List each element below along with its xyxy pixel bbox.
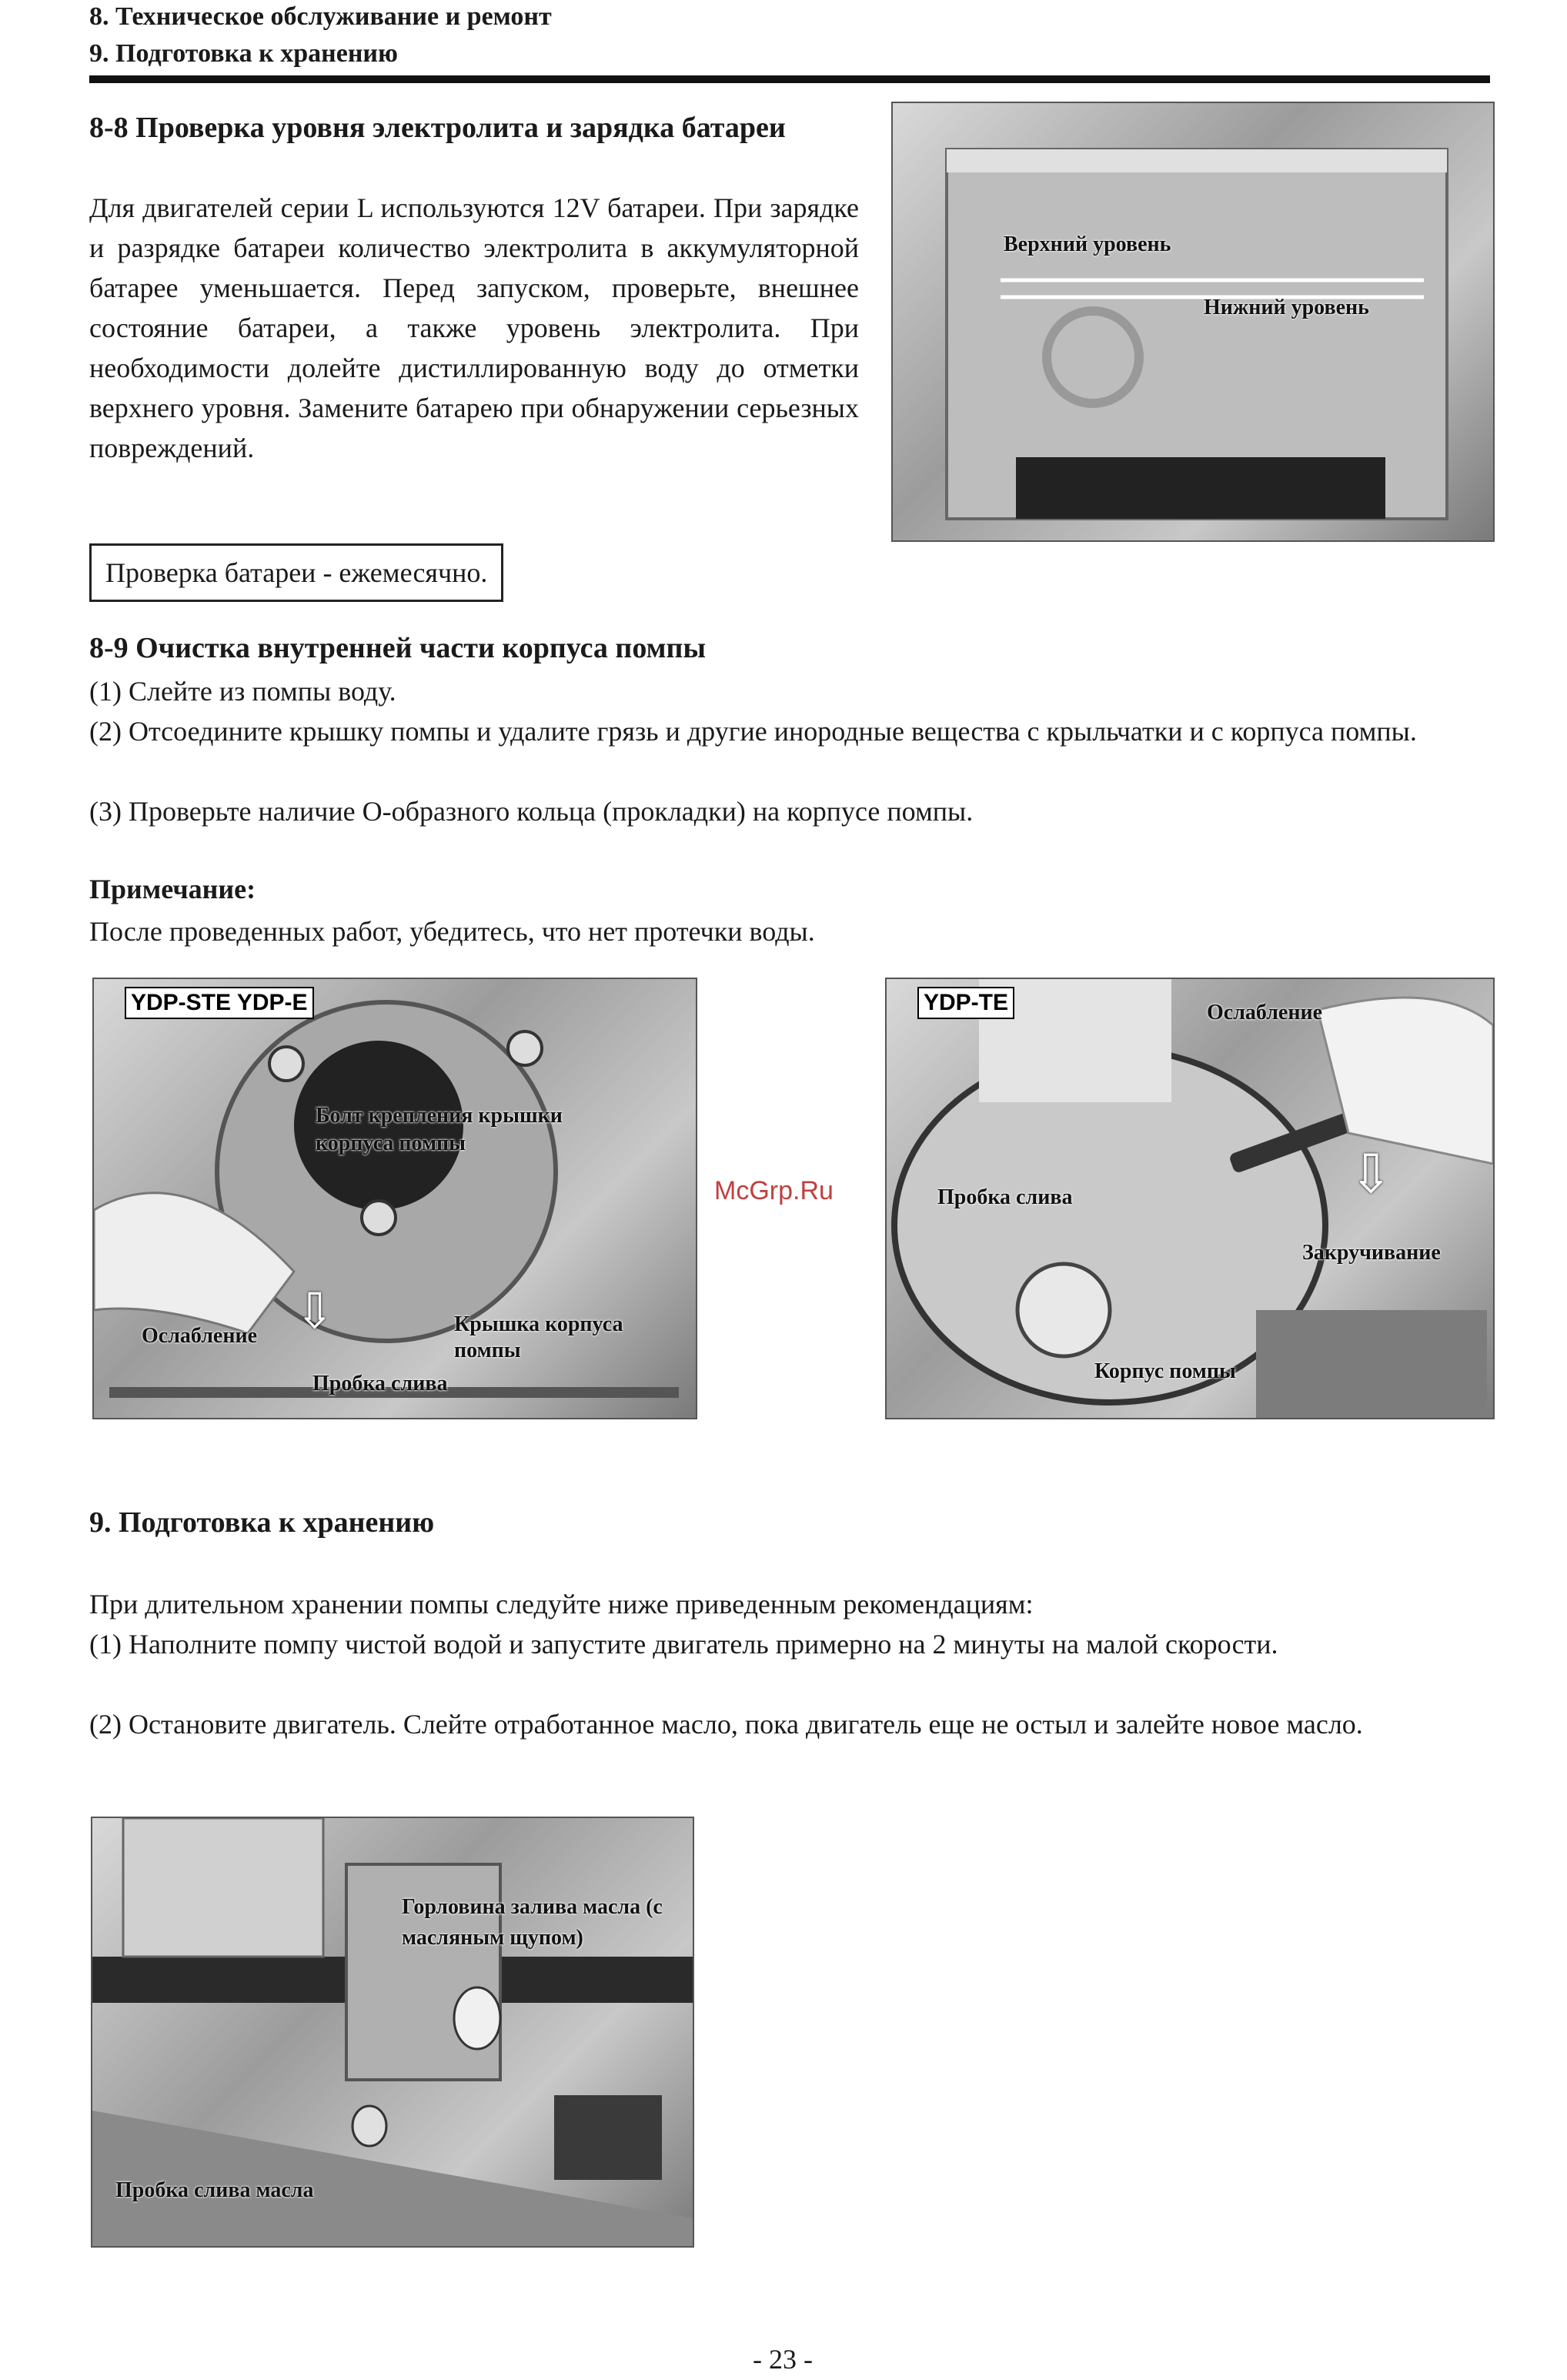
page-number: - 23 - (753, 2344, 813, 2375)
section-8-9-step-2: (2) Отсоедините крышку помпы и удалите грязь и другие инородные вещества с крыльчатки и с корпуса помпы. (89, 716, 1417, 747)
model-tag-ydp-te: YDP-TE (917, 987, 1014, 1019)
engine-oil-photo (91, 1817, 694, 2248)
lower-level-label: Нижний уровень (1204, 296, 1369, 319)
section-9-step-2: (2) Остановите двигатель. Слейте отработанное масло, пока двигатель еще не остыл и залейте новое масло. (89, 1709, 1363, 1740)
arrow-tighten-icon: ⇩ (1348, 1145, 1394, 1205)
model-tag-ydp-ste: YDP-STE YDP-E (125, 987, 314, 1019)
drain-plug-label-right: Пробка слива (937, 1185, 1073, 1209)
loosen-label-right: Ослабление (1207, 1001, 1323, 1025)
pump-photo-left (92, 978, 697, 1419)
cover-bolts-label: Болт крепления крышки корпуса помпы (316, 1104, 563, 1155)
section-8-8-title: 8-8 Проверка уровня электролита и зарядка батареи (89, 112, 786, 144)
battery-check-note: Проверка батареи - ежемесячно. (89, 543, 503, 602)
upper-level-label: Верхний уровень (1004, 232, 1171, 256)
tighten-label: Закручивание (1302, 1241, 1441, 1265)
section-9-step-1: (1) Наполните помпу чистой водой и запустите двигатель примерно на 2 минуты на малой скорости. (89, 1629, 1278, 1660)
loosen-label-left: Ослабление (142, 1324, 258, 1348)
section-8-9-title: 8-9 Очистка внутренней части корпуса помпы (89, 632, 707, 664)
header-rule (89, 75, 1490, 83)
note-text: После проведенных работ, убедитесь, что нет протечки воды. (89, 916, 815, 947)
pump-body-label: Корпус помпы (1094, 1359, 1236, 1383)
arrow-down-icon: ⇩ (294, 1284, 336, 1339)
battery-photo (891, 102, 1495, 542)
section-8-9-step-3: (3) Проверьте наличие О-образного кольца (прокладки) на корпусе помпы. (89, 796, 974, 827)
section-9-intro: При длительном хранении помпы следуйте ниже приведенным рекомендациям: (89, 1589, 1034, 1620)
section-8-9-step-1: (1) Слейте из помпы воду. (89, 676, 396, 707)
note-title: Примечание: (89, 874, 256, 904)
drain-plug-label-left: Пробка слива (312, 1372, 448, 1396)
header-line-2: 9. Подготовка к хранению (89, 39, 398, 68)
watermark: McGrp.Ru (714, 1176, 834, 1205)
section-9-title: 9. Подготовка к хранению (89, 1506, 435, 1539)
pump-cover-label: Крышка корпуса помпы (454, 1312, 623, 1362)
pump-photo-right (885, 978, 1495, 1419)
section-8-8-paragraph: Для двигателей серии L используются 12V батареи. При зарядке и разрядке батареи количество электролита в аккумуляторной батарее уменьшается. Перед запуском, проверьте, внешнее состояние батареи, а также уровень электролита. При необходимости долейте дистиллированную воду до отметки верхнего уровня. Замените батарею при обнаружении серьезных повреждений. (89, 192, 859, 463)
header-line-1: 8. Техническое обслуживание и ремонт (89, 2, 552, 31)
oil-drain-plug-label: Пробка слива масла (115, 2178, 314, 2202)
oil-fill-neck-label: Горловина залива масла (с масляным щупом) (402, 1895, 663, 1950)
